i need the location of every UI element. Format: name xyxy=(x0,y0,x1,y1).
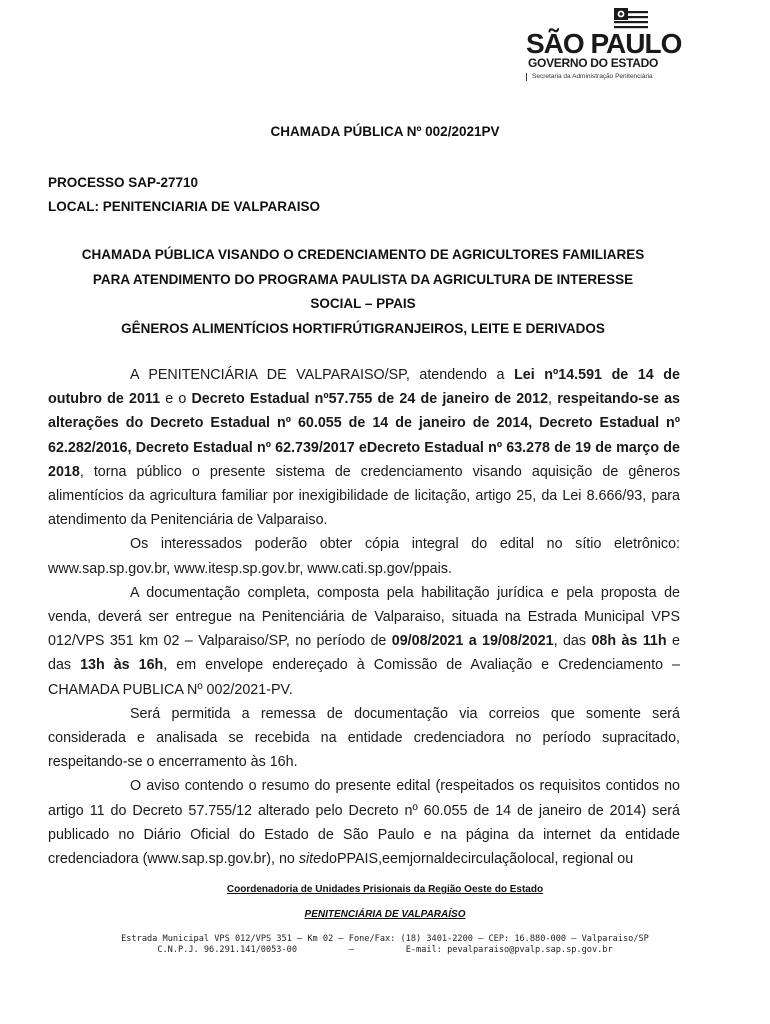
document-title: CHAMADA PÚBLICA Nº 002/2021PV xyxy=(270,124,500,139)
heading-line: CHAMADA PÚBLICA VISANDO O CREDENCIAMENTO DE AGRICULTORES FAMILIARES xyxy=(81,247,645,262)
footer-contact xyxy=(0,945,770,956)
text-span: e das xyxy=(48,633,680,674)
bold-span: 08h às 11h xyxy=(591,633,667,650)
text-span: , em envelope endereçado à Comissão de Avaliação e Credenciamento – CHAMADA PUBLICA Nº 002/2021-PV. xyxy=(48,657,680,698)
bold-span: Decreto Estadual nº57.755 de 24 de janeiro de 2012 xyxy=(191,391,549,408)
logo-department: Secretaria da Administração Penitenciária xyxy=(526,73,653,81)
document-body xyxy=(48,363,680,871)
text-span: , das xyxy=(553,633,592,650)
paragraph-edital-links: Os interessados poderão obter cópia integral do edital no sítio eletrônico: www.sap.sp.gov.br, www.itesp.sp.gov.br, www.cati.sp.gov/ppais. xyxy=(48,536,680,577)
paragraph-documentation xyxy=(48,581,680,702)
text-span: A documentação completa, composta pela habilitação jurídica e pela proposta de venda, deverá ser entregue na Penitenciária de Valparaiso, situada na Estrada Municipal VPS 012/VPS 351 km 02 – Valparaiso/SP, no período de xyxy=(48,584,680,650)
footer-coordination: Coordenadoria de Unidades Prisionais da Região Oeste do Estado xyxy=(226,884,544,895)
footer-email: E-mail: pevalparaiso@pvalp.sap.sp.gov.br xyxy=(405,945,613,955)
footer-separator: – xyxy=(348,945,354,955)
footer-cnpj: C.N.P.J. 96.291.141/0053-00 xyxy=(157,945,298,955)
text-span: O aviso contendo o resumo do presente edital (respeitados os requisitos contidos no artigo 11 do Decreto 57.755/12 alterado pelo Decreto nº 60.055 de 14 de janeiro de 2014) será publicado no Diário Oficial do Estado de São Paulo e na página da internet da entidade credenciadora (www.sap.sp.gov.br), no xyxy=(48,778,680,868)
paragraph-publication xyxy=(48,774,680,871)
logo-title: SÃO PAULO xyxy=(526,28,682,59)
call-heading xyxy=(46,243,680,341)
footer-address: Estrada Municipal VPS 012/VPS 351 – Km 02 – Fone/Fax: (18) 3401-2200 – CEP: 16.880-000 – Valparaiso/SP xyxy=(121,934,649,944)
text-span: , torna público o presente sistema de credenciamento visando aquisição de gêneros alimentícios da agricultura familiar por inexigibilidade de licitação, artigo 25, da Lei 8.666/93, para atendimento da Penitenciária de Valparaiso. xyxy=(48,463,680,529)
footer-institution: PENITENCIÁRIA DE VALPARAÍSO xyxy=(304,909,466,920)
logo-subtitle: GOVERNO DO ESTADO xyxy=(528,56,659,70)
bold-span: respeitando-se as alterações do Decreto Estadual nº 60.055 de 14 de janeiro de 2014, Decreto Estadual nº 62.282/2016, Decreto Estadual nº 62.739/2017 eDecreto Estadual nº 63.278 de 19 de março de 2018 xyxy=(48,391,680,480)
text-span: e o xyxy=(160,391,192,408)
text-span: doPPAIS,eemjornaldecirculaçãolocal, regional ou xyxy=(321,851,634,868)
heading-line: GÊNEROS ALIMENTÍCIOS HORTIFRÚTIGRANJEIROS, LEITE E DERIVADOS xyxy=(121,320,605,336)
paragraph-legal-basis xyxy=(48,363,680,532)
paragraph-mail-remittance: Será permitida a remessa de documentação via correios que somente será considerada e analisada se recebida na entidade credenciadora no período supracitado, respeitando-se o encerramento às 16h. xyxy=(48,705,680,771)
footer-address-block xyxy=(0,934,770,956)
bold-span: 13h às 16h xyxy=(80,657,164,674)
process-number: PROCESSO SAP-27710 xyxy=(48,175,199,190)
text-span: , xyxy=(548,391,558,408)
heading-line: SOCIAL – PPAIS xyxy=(310,296,416,311)
heading-line: PARA ATENDIMENTO DO PROGRAMA PAULISTA DA AGRICULTURA DE INTERESSE xyxy=(92,271,634,287)
sao-paulo-government-logo xyxy=(522,6,697,84)
bold-span: 09/08/2021 a 19/08/2021 xyxy=(391,633,554,650)
bold-span: Lei nº14.591 de 14 de outubro de 2011 xyxy=(48,367,680,408)
italic-span: site xyxy=(298,851,322,868)
location-line: LOCAL: PENITENCIARIA DE VALPARAISO xyxy=(48,199,321,214)
text-span: A PENITENCIÁRIA DE VALPARAISO/SP, atendendo a xyxy=(130,367,515,383)
